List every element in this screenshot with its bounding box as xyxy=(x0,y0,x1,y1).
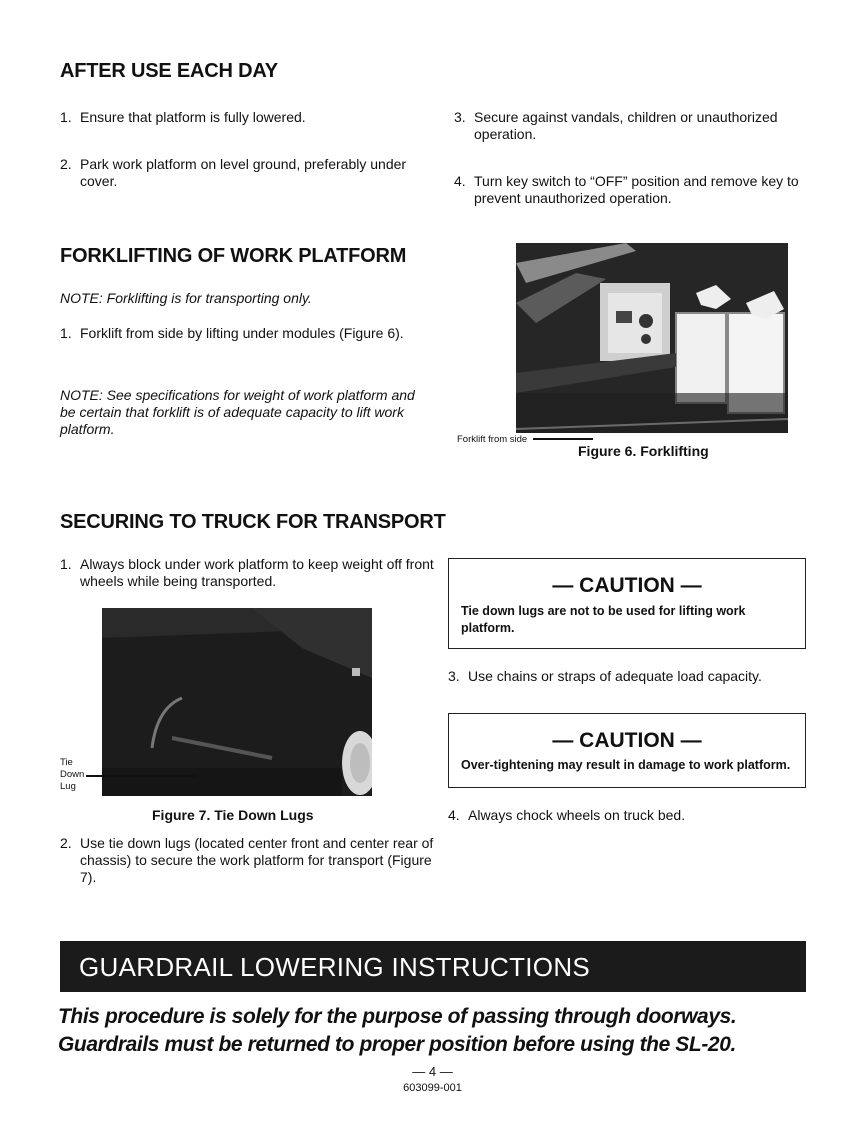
forklift-figure-label: Forklift from side xyxy=(457,434,528,445)
guardrail-banner xyxy=(60,941,806,992)
guardrail-banner-title: GUARDRAIL LOWERING INSTRUCTIONS xyxy=(79,952,591,982)
caution-title: — CAUTION — xyxy=(552,729,702,752)
forklifting-note-1: NOTE: Forklifting is for transporting only. xyxy=(60,290,312,306)
caution-title: — CAUTION — xyxy=(552,574,702,597)
item-text: Turn key switch to “OFF” position and remove key to prevent unauthorized operation. xyxy=(474,173,799,206)
securing-item-3 xyxy=(448,668,828,685)
tie-down-figure-label xyxy=(60,757,84,793)
item-text: Forklift from side by lifting under modules (Figure 6). xyxy=(80,325,404,341)
item-number: 1. xyxy=(60,109,72,125)
item-text: Use chains or straps of adequate load capacity. xyxy=(468,668,762,684)
item-text: Always chock wheels on truck bed. xyxy=(468,807,686,823)
item-number: 1. xyxy=(60,556,72,572)
item-text: Ensure that platform is fully lowered. xyxy=(80,109,306,125)
after-use-heading: AFTER USE EACH DAY xyxy=(60,60,278,82)
tie-down-illustration xyxy=(102,608,372,796)
item-number: 2. xyxy=(60,835,72,851)
document-number: 603099-001 xyxy=(403,1082,462,1094)
forklifting-item-1 xyxy=(60,325,440,342)
caution-text: Tie down lugs are not to be used for lifting work platform. xyxy=(461,604,746,635)
item-number: 3. xyxy=(448,668,460,684)
tie-down-label-leader xyxy=(86,775,196,777)
label-line: Down xyxy=(60,769,85,780)
tie-down-photo xyxy=(102,608,372,796)
item-text: Use tie down lugs (located center front and center rear of chassis) to secure the work platform for transport (Figure 7). xyxy=(80,835,434,885)
page-number: — 4 — xyxy=(412,1064,453,1079)
label-line: Tie xyxy=(60,757,73,768)
forklift-label-leader xyxy=(533,438,593,440)
after-use-item-1 xyxy=(60,109,440,126)
figure-6-caption: Figure 6. Forklifting xyxy=(578,443,709,459)
after-use-item-2 xyxy=(60,156,440,190)
after-use-item-4 xyxy=(454,173,836,207)
item-number: 4. xyxy=(454,173,466,189)
label-line: Lug xyxy=(60,781,76,792)
guardrail-intro: This procedure is solely for the purpose of passing through doorways. Guardrails must be returned to proper position before using the SL-20. xyxy=(58,1005,737,1056)
figure-7-caption: Figure 7. Tie Down Lugs xyxy=(152,807,314,823)
securing-item-4 xyxy=(448,807,828,824)
item-text: Always block under work platform to keep weight off front wheels while being transported. xyxy=(80,556,434,589)
item-number: 4. xyxy=(448,807,460,823)
securing-item-1 xyxy=(60,556,440,590)
forklifting-heading: FORKLIFTING OF WORK PLATFORM xyxy=(60,245,407,267)
item-number: 1. xyxy=(60,325,72,341)
item-text: Secure against vandals, children or unauthorized operation. xyxy=(474,109,778,142)
item-number: 3. xyxy=(454,109,466,125)
caution-box-tightening xyxy=(448,713,806,788)
forklifting-photo xyxy=(516,243,788,433)
forklifting-note-2: NOTE: See specifications for weight of work platform and be certain that forklift is of adequate capacity to lift work platform. xyxy=(60,387,415,437)
caution-text: Over-tightening may result in damage to work platform. xyxy=(461,758,791,772)
item-text: Park work platform on level ground, preferably under cover. xyxy=(80,156,407,189)
securing-item-2 xyxy=(60,835,440,886)
after-use-item-3 xyxy=(454,109,836,143)
caution-box-lifting xyxy=(448,558,806,649)
item-number: 2. xyxy=(60,156,72,172)
forklift-illustration xyxy=(516,243,788,433)
securing-heading: SECURING TO TRUCK FOR TRANSPORT xyxy=(60,511,446,533)
